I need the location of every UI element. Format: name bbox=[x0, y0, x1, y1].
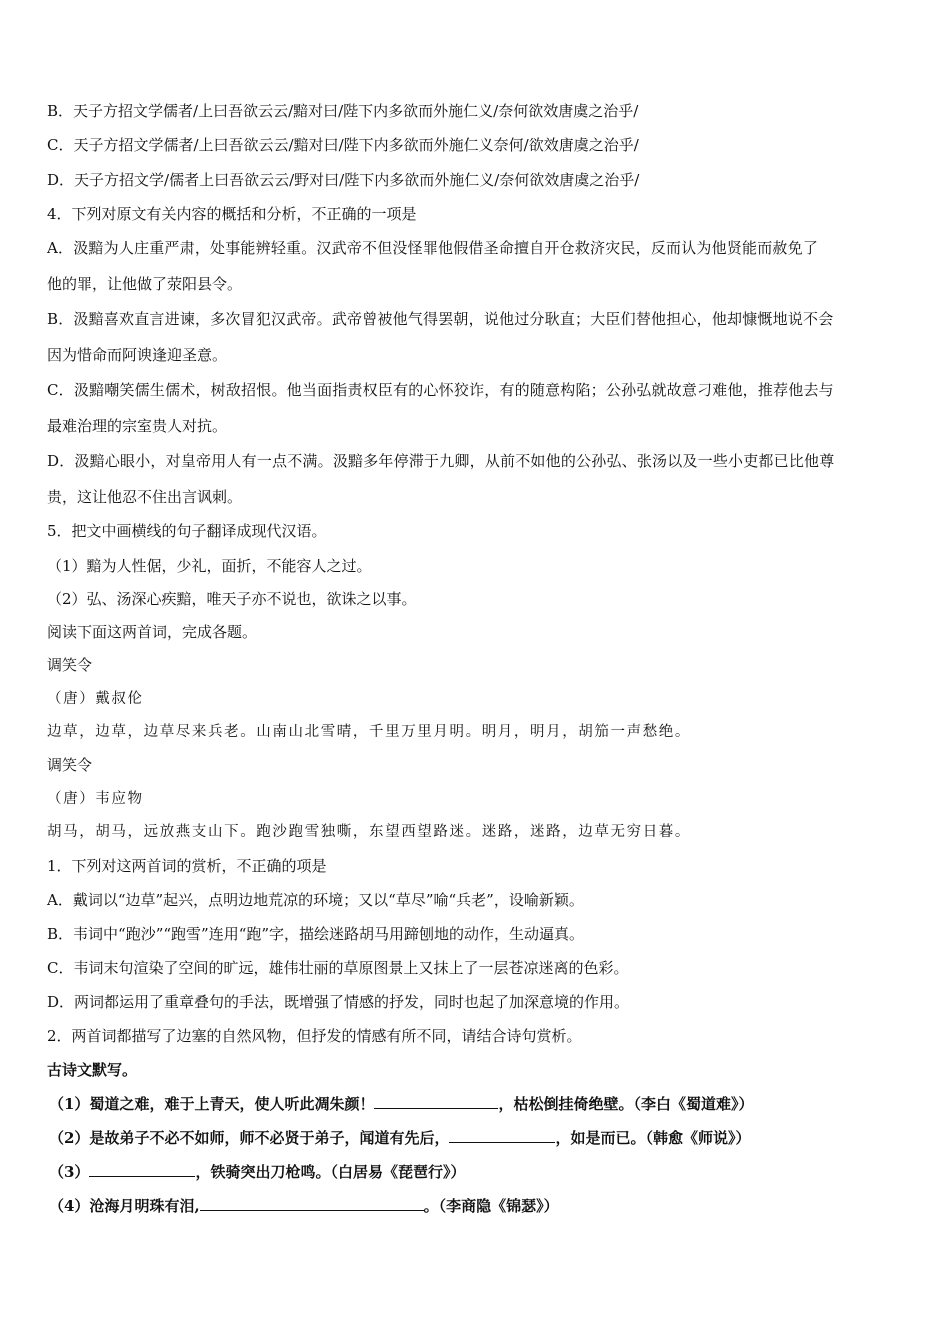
poem2-title: 调笑令 bbox=[47, 756, 93, 774]
q3-option-d: D．天子方招文学/儒者上曰吾欲云云/野对曰/陛下内多欲而外施仁义/奈何欲效唐虞之治乎/ bbox=[47, 171, 640, 189]
dictation-3-suffix: ，铁骑突出刀枪鸣。（白居易《琵琶行》） bbox=[195, 1163, 466, 1181]
poem-q1-stem: 1．下列对这两首词的赏析，不正确的项是 bbox=[47, 857, 327, 875]
q4-option-d-line1: D．汲黯心眼小，对皇帝用人有一点不满。汲黯多年停滞于九卿，从前不如他的公孙弘、张汤以及一些小吏都已比他尊 bbox=[47, 452, 835, 470]
dictation-1-suffix: ，枯松倒挂倚绝壁。（李白《蜀道难》） bbox=[498, 1095, 754, 1113]
dictation-4-prefix: （4）沧海月明珠有泪, bbox=[49, 1197, 200, 1215]
dictation-2-prefix: （2）是故弟子不必不如师，师不必贤于弟子，闻道有先后， bbox=[49, 1129, 450, 1147]
dictation-item-4 bbox=[49, 1196, 559, 1216]
poem1-title: 调笑令 bbox=[47, 656, 93, 674]
q4-option-b-line1: B．汲黯喜欢直言进谏，多次冒犯汉武帝。武帝曾被他气得罢朝，说他过分耿直；大臣们替他担心，他却慷慨地说不会 bbox=[47, 310, 834, 328]
q4-option-c-line1: C．汲黯嘲笑儒生儒术，树敌招恨。他当面指责权臣有的心怀狡诈，有的随意构陷；公孙弘就故意刁难他，推荐他去与 bbox=[47, 381, 834, 399]
q3-option-c: C．天子方招文学儒者/上曰吾欲云云/黯对曰/陛下内多欲而外施仁义奈何/欲效唐虞之治乎/ bbox=[47, 136, 639, 154]
q3-option-b: B．天子方招文学儒者/上曰吾欲云云/黯对曰/陛下内多欲而外施仁义/奈何欲效唐虞之治乎/ bbox=[47, 102, 639, 120]
dictation-1-blank[interactable] bbox=[374, 1094, 498, 1109]
dictation-item-2 bbox=[49, 1128, 750, 1148]
q5-sentence-1: （1）黯为人性倨，少礼，面折，不能容人之过。 bbox=[47, 557, 372, 575]
poem-q1-option-c: C．韦词末句渲染了空间的旷远，雄伟壮丽的草原图景上又抹上了一层苍凉迷离的色彩。 bbox=[47, 959, 629, 977]
poem-q1-option-b: B．韦词中“跑沙”“跑雪”连用“跑”字，描绘迷路胡马用蹄刨地的动作，生动逼真。 bbox=[47, 925, 585, 943]
dictation-item-1 bbox=[49, 1094, 753, 1114]
poem-q2-stem: 2．两首词都描写了边塞的自然风物，但抒发的情感有所不同，请结合诗句赏析。 bbox=[47, 1027, 582, 1045]
dictation-2-suffix: ，如是而已。（韩愈《师说》） bbox=[555, 1129, 751, 1147]
q4-option-b-line2: 因为惜命而阿谀逢迎圣意。 bbox=[47, 346, 228, 364]
dictation-2-blank[interactable] bbox=[449, 1128, 555, 1143]
dictation-3-prefix: （3） bbox=[49, 1163, 90, 1181]
q5-stem: 5．把文中画横线的句子翻译成现代汉语。 bbox=[47, 522, 327, 540]
q4-option-c-line2: 最难治理的宗室贵人对抗。 bbox=[47, 417, 228, 435]
poem1-text: 边草，边草，边草尽来兵老。山南山北雪晴，千里万里月明。明月，明月，胡笳一声愁绝。 bbox=[47, 724, 691, 740]
dictation-4-blank[interactable] bbox=[200, 1196, 424, 1211]
q4-option-a-line2: 他的罪，让他做了荥阳县令。 bbox=[47, 275, 243, 293]
dictation-title: 古诗文默写。 bbox=[47, 1061, 138, 1079]
poem2-text: 胡马，胡马，远放燕支山下。跑沙跑雪独嘶，东望西望路迷。迷路，迷路，边草无穷日暮。 bbox=[47, 824, 691, 840]
dictation-1-prefix: （1）蜀道之难，难于上青天，使人听此凋朱颜！ bbox=[49, 1095, 375, 1113]
q4-option-d-line2: 贵，这让他忍不住出言讽刺。 bbox=[47, 488, 243, 506]
dictation-4-suffix: 。（李商隐《锦瑟》） bbox=[423, 1197, 559, 1215]
poems-intro: 阅读下面这两首词，完成各题。 bbox=[47, 623, 258, 641]
q4-stem: 4．下列对原文有关内容的概括和分析，不正确的一项是 bbox=[47, 205, 417, 223]
dictation-3-blank[interactable] bbox=[89, 1162, 195, 1177]
q4-option-a-line1: A．汲黯为人庄重严肃，处事能辨轻重。汉武帝不但没怪罪他假借圣命擅自开仓救济灾民，反而认为他贤能而赦免了 bbox=[47, 239, 819, 257]
poem-q1-option-a: A．戴词以“边草”起兴，点明边地荒凉的环境；又以“草尽”喻“兵老”，设喻新颖。 bbox=[47, 891, 584, 909]
q5-sentence-2: （2）弘、汤深心疾黯，唯天子亦不说也，欲诛之以事。 bbox=[47, 590, 417, 608]
poem2-author: （唐）韦应物 bbox=[47, 791, 144, 807]
dictation-item-3 bbox=[49, 1162, 465, 1182]
poem1-author: （唐）戴叔伦 bbox=[47, 691, 144, 707]
poem-q1-option-d: D．两词都运用了重章叠句的手法，既增强了情感的抒发，同时也起了加深意境的作用。 bbox=[47, 993, 630, 1011]
